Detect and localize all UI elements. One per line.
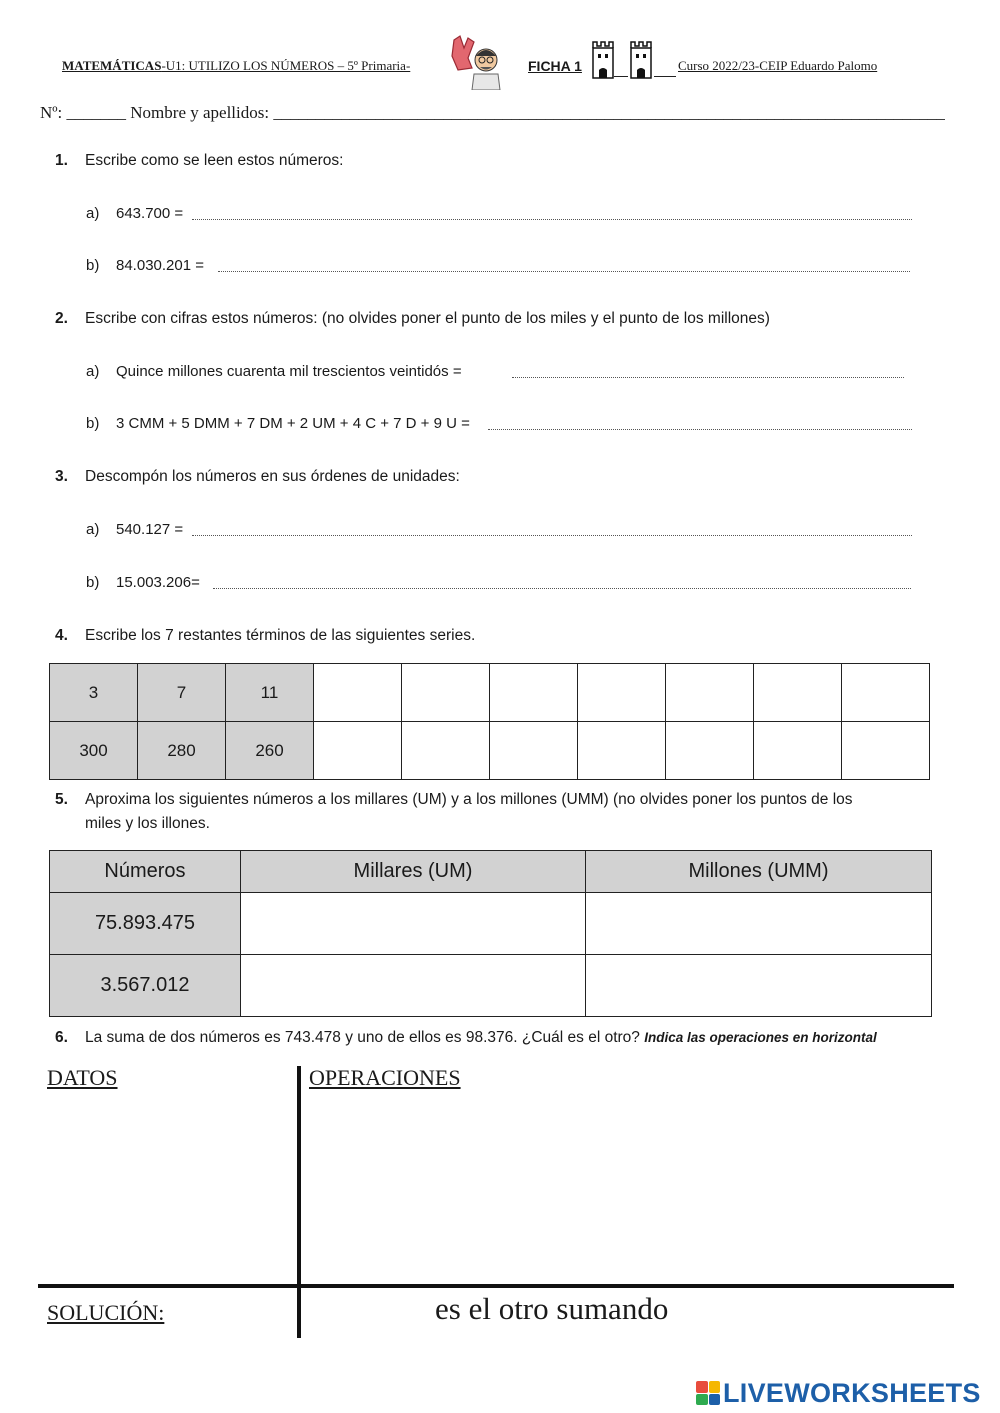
- answer-line-3a[interactable]: [192, 535, 912, 536]
- series-cell: 260: [226, 722, 314, 780]
- series-input-cell[interactable]: [314, 664, 402, 722]
- series-cell: 300: [50, 722, 138, 780]
- header-title: MATEMÁTICAS-U1: UTILIZO LOS NÚMEROS – 5º Primaria-: [62, 58, 411, 73]
- millones-input-cell[interactable]: [586, 955, 932, 1017]
- series-input-cell[interactable]: [314, 722, 402, 780]
- question-1: 1. Escribe como se leen estos números:: [55, 152, 344, 169]
- header-separator: [614, 76, 628, 77]
- castle-icon: [590, 40, 616, 80]
- answer-line-1a[interactable]: [192, 219, 912, 220]
- series-input-cell[interactable]: [842, 722, 930, 780]
- answer-line-3b[interactable]: [213, 588, 911, 589]
- solution-input[interactable]: [306, 1294, 428, 1330]
- series-input-cell[interactable]: [402, 722, 490, 780]
- question-6: 6. La suma de dos números es 743.478 y uno de ellos es 98.376. ¿Cuál es el otro? Indica las operaciones en horizontal: [55, 1029, 877, 1046]
- series-input-cell[interactable]: [402, 664, 490, 722]
- student-info-row[interactable]: [40, 103, 945, 123]
- datos-area[interactable]: [40, 1100, 290, 1278]
- castle-icon: [628, 40, 654, 80]
- series-row: [50, 664, 930, 722]
- solution-suffix: es el otro sumando: [435, 1291, 669, 1326]
- answer-line-2a[interactable]: [512, 377, 904, 378]
- column-header: Números: [50, 851, 241, 893]
- number-field[interactable]: Nº: _______: [40, 103, 127, 122]
- question-3: 3. Descompón los números en sus órdenes de unidades:: [55, 468, 460, 485]
- approximation-table: [49, 850, 932, 1017]
- question-2a: a) Quince millones cuarenta mil trescientos veintidós =: [86, 363, 462, 380]
- question-1b: b) 84.030.201 =: [86, 257, 205, 274]
- number-cell: 75.893.475: [50, 893, 241, 955]
- vertical-divider: [297, 1066, 301, 1338]
- operaciones-area[interactable]: [306, 1100, 946, 1278]
- table-row: [50, 955, 932, 1017]
- liveworksheets-logo-icon: [696, 1381, 720, 1405]
- millares-input-cell[interactable]: [241, 893, 586, 955]
- series-input-cell[interactable]: [754, 722, 842, 780]
- answer-line-1b[interactable]: [218, 271, 910, 272]
- horizontal-divider: [38, 1284, 954, 1288]
- series-input-cell[interactable]: [578, 722, 666, 780]
- millones-input-cell[interactable]: [586, 893, 932, 955]
- liveworksheets-text: LIVEWORKSHEETS: [723, 1377, 981, 1408]
- series-row: [50, 722, 930, 780]
- question-5: 5. Aproxima los siguientes números a los millares (UM) y a los millones (UMM) (no olvides poner los puntos de los: [55, 791, 853, 808]
- ficha-label: FICHA 1: [528, 58, 582, 74]
- course-label: Curso 2022/23-CEIP Eduardo Palomo: [678, 58, 878, 73]
- series-cell: 280: [138, 722, 226, 780]
- question-2: 2. Escribe con cifras estos números: (no olvides poner el punto de los miles y el punto de los millones): [55, 310, 770, 327]
- series-input-cell[interactable]: [754, 664, 842, 722]
- question-1a: a) 643.700 =: [86, 205, 184, 222]
- question-4: 4. Escribe los 7 restantes términos de las siguientes series.: [55, 627, 476, 644]
- series-input-cell[interactable]: [578, 664, 666, 722]
- series-input-cell[interactable]: [666, 664, 754, 722]
- table-row: [50, 893, 932, 955]
- question-3b: b) 15.003.206=: [86, 574, 200, 591]
- question-5-line2: miles y los illones.: [85, 815, 210, 832]
- liveworksheets-watermark: [696, 1377, 981, 1409]
- solucion-heading: SOLUCIÓN:: [47, 1300, 165, 1325]
- column-header: Millares (UM): [241, 851, 586, 893]
- question-6-hint: Indica las operaciones en horizontal: [644, 1030, 877, 1045]
- series-cell: 11: [226, 664, 314, 722]
- number-cell: 3.567.012: [50, 955, 241, 1017]
- series-input-cell[interactable]: [490, 664, 578, 722]
- series-table: [49, 663, 930, 780]
- series-input-cell[interactable]: [666, 722, 754, 780]
- series-cell: 3: [50, 664, 138, 722]
- question-2b: b) 3 CMM + 5 DMM + 7 DM + 2 UM + 4 C + 7 D + 9 U =: [86, 415, 470, 432]
- series-input-cell[interactable]: [842, 664, 930, 722]
- series-input-cell[interactable]: [490, 722, 578, 780]
- datos-heading: DATOS: [47, 1065, 118, 1090]
- teacher-avatar-icon: [446, 34, 506, 90]
- operaciones-heading: OPERACIONES: [309, 1065, 461, 1090]
- question-3a: a) 540.127 =: [86, 521, 184, 538]
- name-field[interactable]: Nombre y apellidos: _______________________________________________________________________________: [130, 103, 945, 122]
- answer-line-2b[interactable]: [488, 429, 912, 430]
- table-header-row: [50, 851, 932, 893]
- series-cell: 7: [138, 664, 226, 722]
- millares-input-cell[interactable]: [241, 955, 586, 1017]
- column-header: Millones (UMM): [586, 851, 932, 893]
- header-separator: [654, 76, 676, 77]
